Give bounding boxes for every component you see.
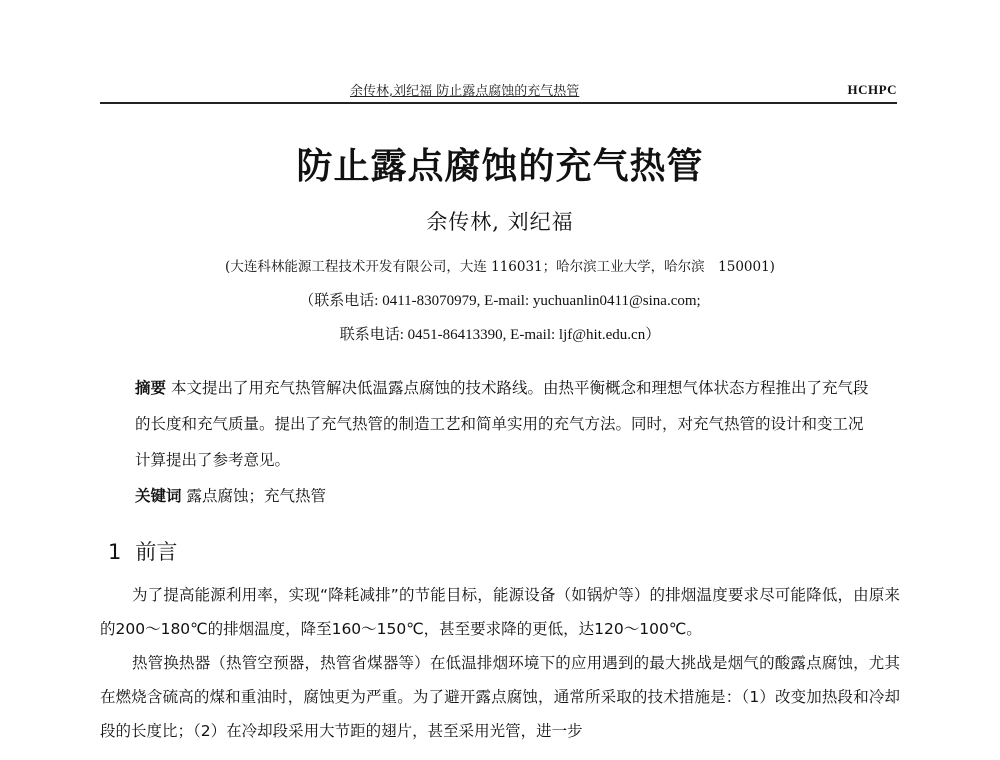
keywords-label: 关键词	[135, 487, 182, 505]
abstract-paragraph	[135, 370, 875, 478]
contact-line-1: （联系电话: 0411-83070979, E-mail: yuchuanlin0411@sina.com;	[299, 293, 701, 309]
paper-title: 防止露点腐蚀的充气热管	[296, 146, 704, 187]
keywords-line	[135, 478, 875, 514]
section-heading	[108, 536, 177, 566]
abstract-label: 摘要	[135, 379, 167, 397]
body-paragraph-2: 热管换热器（热管空预器，热管省煤器等）在低温排烟环境下的应用遇到的最大挑战是烟气的酸露点腐蚀，尤其在燃烧含硫高的煤和重油时，腐蚀更为严重。为了避开露点腐蚀，通常所采取的技术措施是：（1）改变加热段和冷却段的长度比；（2）在冷却段采用大节距的翅片，甚至采用光管，进一步	[100, 654, 900, 740]
section-number: 1	[108, 540, 122, 564]
running-title: 余传林,刘纪福 防止露点腐蚀的充气热管	[350, 84, 580, 99]
page-header	[100, 78, 897, 104]
contact-line-2: 联系电话: 0451-86413390, E-mail: ljf@hit.edu.cn）	[339, 327, 661, 343]
paper-authors: 余传林, 刘纪福	[426, 210, 574, 234]
journal-name: HCHPC	[847, 82, 897, 97]
abstract-text: 本文提出了用充气热管解决低温露点腐蚀的技术路线。由热平衡概念和理想气体状态方程推出了充气段的长度和充气质量。提出了充气热管的制造工艺和简单实用的充气方法。同时，对充气热管的设计和变工况计算提出了参考意见。	[135, 379, 869, 469]
keywords-text: 露点腐蚀；充气热管	[186, 487, 326, 505]
section-title: 前言	[135, 540, 178, 564]
author-affiliation: (大连科林能源工程技术开发有限公司，大连 116031；哈尔滨工业大学，哈尔滨 150001)	[225, 259, 775, 275]
body-paragraph-1: 为了提高能源利用率，实现“降耗减排”的节能目标，能源设备（如锅炉等）的排烟温度要求尽可能降低，由原来的200～180℃的排烟温度，降至160～150℃，甚至要求降的更低，达120～100℃。	[100, 586, 900, 638]
body-text	[100, 578, 900, 748]
abstract-block	[135, 370, 875, 514]
